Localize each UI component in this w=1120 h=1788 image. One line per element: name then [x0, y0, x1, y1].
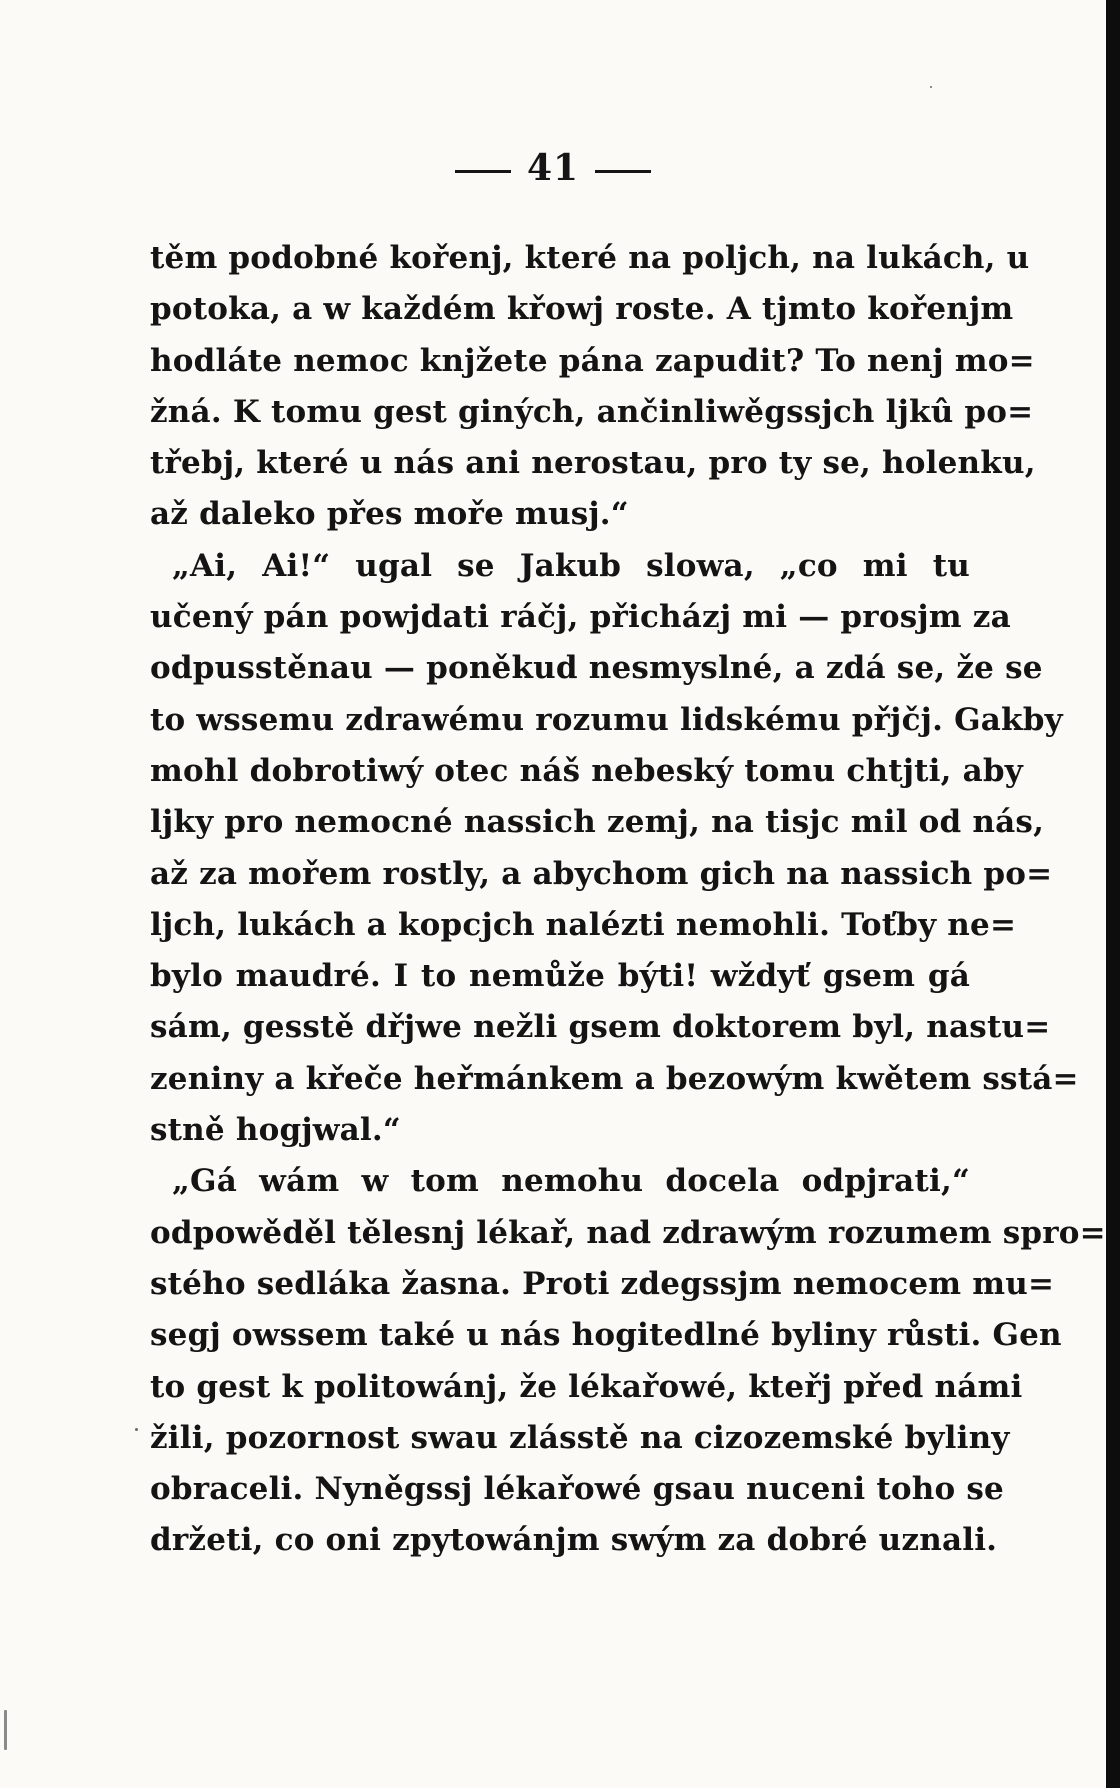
text-line: bylo maudré. I to nemůže býti! wždyť gsem gá	[150, 958, 970, 995]
page-header	[0, 138, 1106, 198]
text-line: to wssemu zdrawému rozumu lidskému přjčj. Gakby	[150, 701, 1063, 738]
text-line: segj owssem také u nás hogitedlné byliny růsti. Gen	[150, 1317, 1062, 1354]
text-line: mohl dobrotiwý otec náš nebeský tomu chtjti, aby	[150, 752, 1023, 789]
text-line: sám, gesstě dřjwe nežli gsem doktorem byl, nastu=	[150, 1009, 1051, 1046]
text-line: zeniny a křeče heřmánkem a bezowým kwětem sstá=	[150, 1060, 1079, 1097]
page-number: 41	[526, 147, 580, 189]
text-line: „Ai, Ai!“ ugal se Jakub slowa, „co mi tu	[172, 547, 970, 584]
print-speck	[135, 1428, 138, 1431]
text-line: obraceli. Nyněgssj lékařowé gsau nuceni toho se	[150, 1471, 1004, 1508]
text-line: žili, pozornost swau zlásstě na cizozemské byliny	[150, 1419, 1010, 1456]
text-line: „Gá wám w tom nemohu docela odpjrati,“	[172, 1163, 970, 1200]
text-line: až za mořem rostly, a abychom gich na nassich po=	[150, 855, 1053, 892]
text-line: stého sedláka žasna. Proti zdegssjm nemocem mu=	[150, 1265, 1055, 1302]
text-line: hodláte nemoc knjžete pána zapudit? To nenj mo=	[150, 342, 1035, 379]
text-line: ljky pro nemocné nassich zemj, na tisjc mil od nás,	[150, 804, 1045, 841]
text-line: žná. K tomu gest giných, ančinliwěgssjch ljkû po=	[150, 393, 1034, 430]
text-line: těm podobné kořenj, které na poljch, na lukách, u	[150, 240, 1030, 276]
text-line: učený pán powjdati ráčj, přicházj mi — prosjm za	[150, 599, 1011, 636]
text-line: ljch, lukách a kopcjch nalézti nemohli. Toťby ne=	[150, 906, 1017, 943]
binding-edge	[1106, 0, 1120, 1788]
text-line: třebj, které u nás ani nerostau, pro ty se, holenku,	[150, 445, 1036, 482]
text-line: odpowěděl tělesnj lékař, nad zdrawým rozumem spro=	[150, 1214, 1106, 1251]
text-line: potoka, a w každém křowj roste. A tjmto kořenjm	[150, 291, 1014, 328]
text-line: stně hogjwal.“	[150, 1112, 401, 1149]
text-line: držeti, co oni zpytowánjm swým za dobré uznali.	[150, 1522, 998, 1559]
text-line: až daleko přes moře musj.“	[150, 496, 629, 533]
text-line: odpusstěnau — poněkud nesmyslné, a zdá se, že se	[150, 650, 1043, 687]
text-line: to gest k politowánj, že lékařowé, kteřj před námi	[150, 1368, 1023, 1405]
body-text	[150, 233, 1106, 1567]
header-dash-left	[455, 170, 511, 173]
header-dash-right	[595, 170, 651, 173]
print-speck	[930, 86, 932, 88]
print-speck	[4, 1710, 7, 1750]
